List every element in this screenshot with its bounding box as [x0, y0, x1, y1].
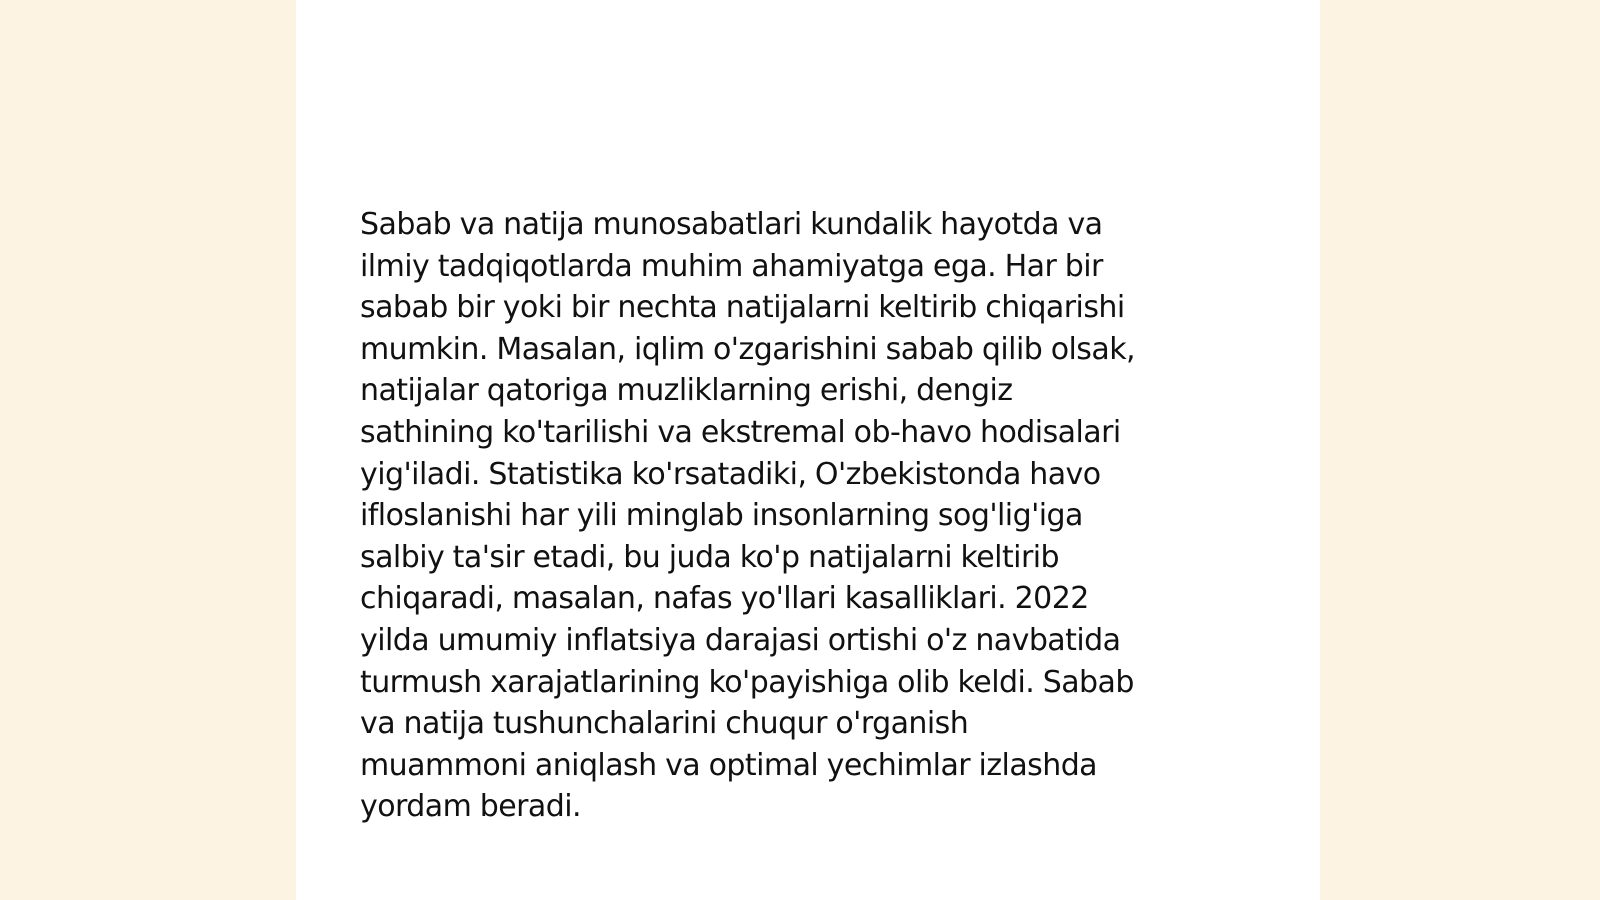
- paragraph-line: turmush xarajatlarining ko'payishiga olib keldi. Sabab: [360, 664, 1134, 700]
- paragraph-line: muammoni aniqlash va optimal yechimlar izlashda: [360, 747, 1098, 783]
- paragraph-line: Sabab va natija munosabatlari kundalik hayotda va: [360, 207, 1103, 242]
- paragraph-line: yig'iladi. Statistika ko'rsatadiki, O'zbekistonda havo: [360, 456, 1101, 492]
- body-paragraph: [360, 204, 1260, 828]
- paragraph-line: ilmiy tadqiqotlarda muhim ahamiyatga ega. Har bir: [360, 248, 1103, 284]
- paragraph-line: chiqaradi, masalan, nafas yo'llari kasalliklari. 2022: [360, 581, 1089, 617]
- paragraph-line: salbiy ta'sir etadi, bu juda ko'p natijalarni keltirib: [360, 539, 1060, 575]
- paragraph-line: sabab bir yoki bir nechta natijalarni keltirib chiqarishi: [360, 290, 1125, 326]
- paragraph-line: ifloslanishi har yili minglab insonlarning sog'lig'iga: [360, 498, 1083, 534]
- paragraph-line: sathining ko'tarilishi va ekstremal ob-havo hodisalari: [360, 414, 1121, 450]
- paragraph-line: va natija tushunchalarini chuqur o'rganish: [360, 706, 969, 742]
- paragraph-line: mumkin. Masalan, iqlim o'zgarishini sabab qilib olsak,: [360, 331, 1136, 367]
- paragraph-line: natijalar qatoriga muzliklarning erishi, dengiz: [360, 373, 1013, 409]
- paragraph-line: yordam beradi.: [360, 789, 582, 825]
- paragraph-line: yilda umumiy inflatsiya darajasi ortishi o'z navbatida: [360, 622, 1121, 658]
- document-page: [296, 0, 1320, 900]
